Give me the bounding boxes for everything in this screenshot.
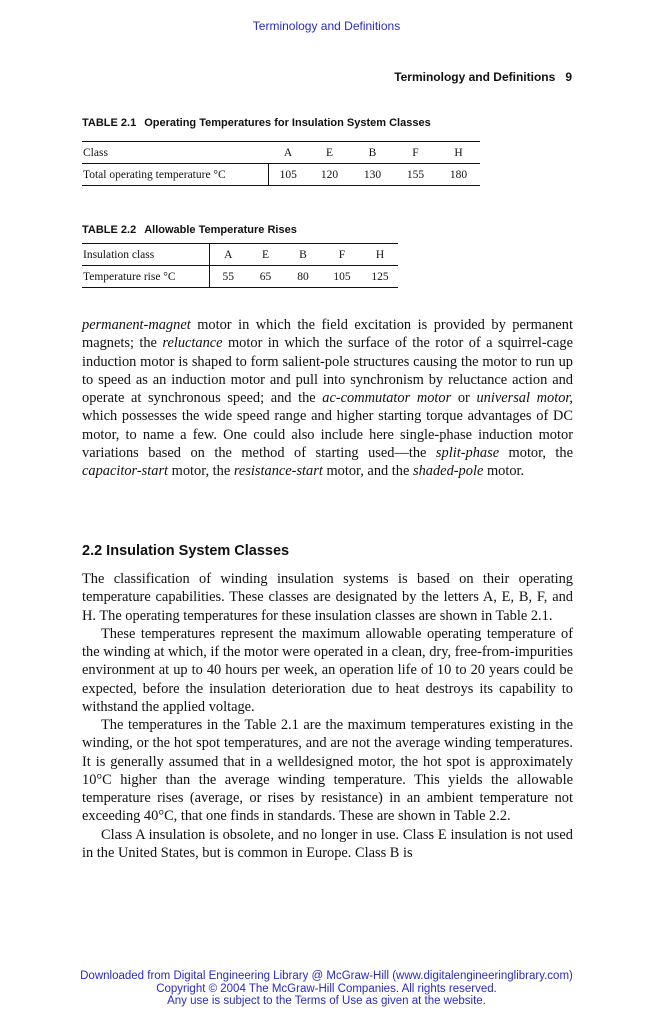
section-heading: 2.2 Insulation System Classes [82, 543, 290, 559]
table-caption-2-2 [82, 224, 297, 236]
value-cell: 155 [406, 168, 425, 181]
table-title: Allowable Temperature Rises [144, 224, 297, 236]
row-label: Total operating temperature °C [82, 164, 268, 186]
header-label: Insulation class [82, 244, 209, 266]
table-number: TABLE 2.1 [82, 117, 137, 129]
footer-copyright: Copyright © 2004 The McGraw-Hill Companies. All rights reserved. [156, 982, 497, 995]
table-caption-2-1 [82, 117, 431, 129]
footer-terms-link[interactable]: Any use is subject to the Terms of Use as given at the website. [167, 995, 486, 1007]
table-header-row [82, 142, 480, 164]
class-cell: E [247, 244, 284, 266]
table-2-1 [82, 141, 480, 186]
class-cell: F [394, 142, 437, 164]
value-cell: 65 [259, 270, 272, 283]
motor-types-paragraph [82, 316, 573, 480]
class-cell: H [362, 244, 398, 266]
value-cell: 180 [449, 168, 468, 181]
class-cell: B [284, 244, 322, 266]
text-run: motor. [483, 463, 525, 479]
value-cell: 125 [371, 270, 389, 283]
paragraph: The temperatures in the Table 2.1 are the maximum temperatures existing in the winding, or the hot spot temperatures, and are not the average winding temperatures. It is generally assumed that in a welldesigned motor, the hot spot is approximately 10°C higher than the average winding temperature. This yields the allowable temperature rises (average, or rises by resistance) in an ambient temperature not exceeding 40°C, that one finds in standards. These are shown in Table 2.2. [82, 717, 573, 825]
page-number: 9 [565, 70, 572, 84]
term: split-phase [435, 444, 500, 461]
class-cell: E [308, 142, 351, 164]
text-run: motor in which the field excitation is provided by permanent magnets; the [82, 317, 573, 352]
running-head [394, 70, 572, 84]
term: universal motor, [476, 390, 573, 406]
table-row [82, 266, 398, 288]
paragraph: The classification of winding insulation systems is based on their operating temperature capabilities. These classes are designated by the letters A, E, B, F, and H. The operating temperatures for these insulation classes are shown in Table 2.1. [82, 571, 573, 624]
footer-download-link[interactable]: Downloaded from Digital Engineering Library @ McGraw-Hill (www.digitalengineeringlibrary.com) [80, 970, 573, 982]
value-cell: 55 [222, 270, 234, 283]
class-cell: H [437, 142, 480, 164]
term: resistance-start [233, 463, 323, 479]
text-run: motor in which the surface of the rotor of a squirrel-cage induction motor is shaped to form salient-pole structures causing the motor to run up to speed as an induction motor and pull into synchronism by reluctance action and operate at synchronous speed; and the [82, 335, 573, 406]
value-cell: 105 [279, 168, 297, 181]
value-cell: 105 [333, 270, 351, 283]
term: permanent-magnet [82, 317, 191, 333]
value-cell: 130 [363, 168, 382, 181]
table-number: TABLE 2.2 [82, 224, 137, 236]
paragraph: These temperatures represent the maximum allowable operating temperature of the winding at which, if the motor were operated in a clean, dry, free-from-impurities environment at up to 40 hours per week, an operation life of 10 to 20 years could be expected, before the insulation deterioration due to heat destroys its capability to withstand the applied voltage. [82, 625, 573, 715]
text-run: or [451, 390, 477, 406]
text-run: which possesses the wide speed range and higher starting torque advantages of DC motor, to name a few. One could also include here single-phase induction motor variations based on the method of starting used—the [82, 408, 573, 461]
table-title: Operating Temperatures for Insulation System Classes [144, 117, 431, 129]
class-cell: A [268, 142, 308, 164]
class-cell: B [351, 142, 394, 164]
text-run: motor, and the [322, 463, 413, 479]
term: ac-commutator motor [322, 390, 452, 406]
class-cell: F [322, 244, 362, 266]
table-2-2 [82, 243, 398, 288]
table-header-row [82, 244, 398, 266]
footer [0, 970, 653, 1008]
paragraph: Class A insulation is obsolete, and no longer in use. Class E insulation is not used in the United States, but is common in Europe. Class B is [82, 826, 573, 861]
row-label: Temperature rise °C [82, 266, 209, 288]
section-body [82, 570, 573, 862]
text-run: motor, the [168, 463, 234, 479]
table-row [82, 164, 480, 186]
header-label: Class [82, 142, 268, 164]
value-cell: 80 [297, 270, 309, 283]
top-link[interactable]: Terminology and Definitions [252, 19, 401, 33]
running-title: Terminology and Definitions [394, 70, 556, 84]
term: reluctance [162, 335, 223, 352]
value-cell: 120 [320, 168, 339, 181]
text-run: motor, the [499, 444, 573, 461]
term: shaded-pole [413, 463, 484, 479]
class-cell: A [209, 244, 247, 266]
term: capacitor-start [82, 463, 169, 479]
